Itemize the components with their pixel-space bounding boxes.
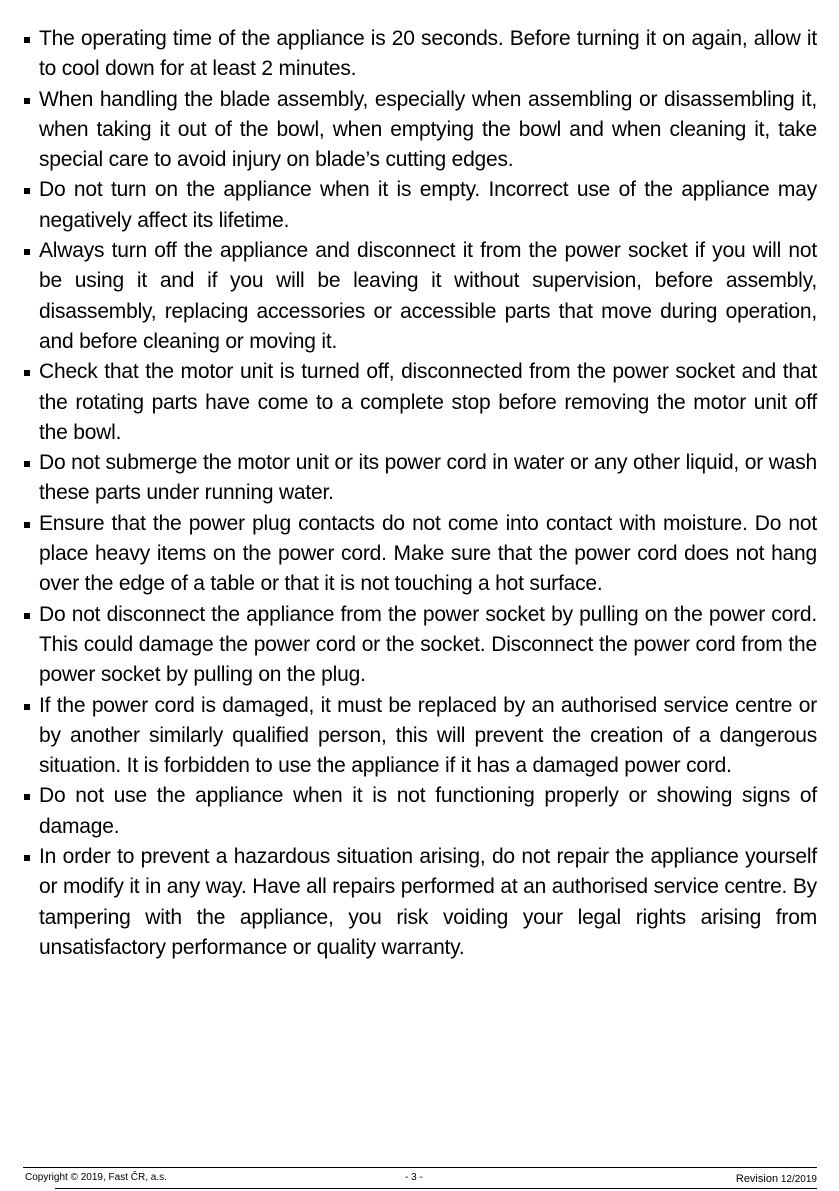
instruction-text: Check that the motor unit is turned off, disconnected from the power socket and that the rotating parts have come to a complete stop before removing the motor unit off the bowl.: [39, 360, 817, 444]
list-item: [23, 842, 817, 963]
instruction-text: Always turn off the appliance and disconnect it from the power socket if you will not be using it and if you will be leaving it without supervision, before assembly, disassembly, replacing accessories or accessible parts that move during operation, and before cleaning or moving it.: [39, 239, 817, 353]
list-item: [23, 24, 817, 85]
square-bullet-icon: [24, 461, 30, 467]
square-bullet-icon: [24, 704, 30, 710]
square-bullet-icon: [24, 794, 30, 800]
square-bullet-icon: [24, 37, 30, 43]
instruction-text: Ensure that the power plug contacts do not come into contact with moisture. Do not place heavy items on the power cord. Make sure that the power cord does not hang over the edge of a table or that it is not touching a hot surface.: [39, 511, 817, 596]
list-item: [23, 448, 817, 509]
instruction-text: In order to prevent a hazardous situation arising, do not repair the appliance yourself or modify it in any way. Have all repairs performed at an authorised service centre. By tampering with the appliance, you risk voiding your legal rights arising from unsatisfactory performance or quality warranty.: [39, 845, 817, 959]
copyright-notice: Copyright © 2019, Fast ČR, a.s.: [25, 1172, 167, 1183]
list-item: [23, 357, 817, 448]
square-bullet-icon: [24, 855, 30, 861]
instruction-text: Do not turn on the appliance when it is empty. Incorrect use of the appliance may negatively affect its lifetime.: [39, 178, 817, 232]
list-item: [23, 175, 817, 236]
square-bullet-icon: [24, 249, 30, 255]
safety-instructions-list: [23, 24, 817, 963]
revision-label: Revision: [735, 1173, 779, 1185]
square-bullet-icon: [24, 522, 30, 528]
page-footer: [23, 1167, 817, 1185]
instruction-text: When handling the blade assembly, especially when assembling or disassembling it, when taking it out of the bowl, when emptying the bowl and when cleaning it, take special care to avoid injury on blade’s cutting edges.: [39, 87, 817, 172]
list-item: [23, 600, 817, 691]
list-item: [23, 85, 817, 176]
document-body: [23, 24, 817, 963]
square-bullet-icon: [24, 370, 30, 376]
revision-info: [736, 1172, 817, 1187]
instruction-text: Do not use the appliance when it is not functioning properly or showing signs of damage.: [39, 784, 817, 838]
list-item: [23, 691, 817, 782]
instruction-text: Do not submerge the motor unit or its power cord in water or any other liquid, or wash these parts under running water.: [39, 451, 817, 505]
square-bullet-icon: [24, 188, 30, 194]
revision-date: 12/2019: [780, 1174, 817, 1185]
square-bullet-icon: [24, 98, 30, 104]
instruction-text: Do not disconnect the appliance from the power socket by pulling on the power cord. This could damage the power cord or the socket. Disconnect the power cord from the power socket by pulling on the plug.: [39, 602, 817, 687]
instruction-text: If the power cord is damaged, it must be replaced by an authorised service centre or by another similarly qualified person, this will prevent the creation of a dangerous situation. It is forbidden to use the appliance if it has a damaged power cord.: [39, 693, 817, 778]
footer-divider: [55, 1188, 817, 1189]
list-item: [23, 509, 817, 600]
list-item: [23, 236, 817, 357]
page-number: - 3 -: [405, 1172, 423, 1183]
square-bullet-icon: [24, 613, 30, 619]
instruction-text: The operating time of the appliance is 20 seconds. Before turning it on again, allow it to cool down for at least 2 minutes.: [39, 27, 817, 81]
list-item: [23, 781, 817, 842]
